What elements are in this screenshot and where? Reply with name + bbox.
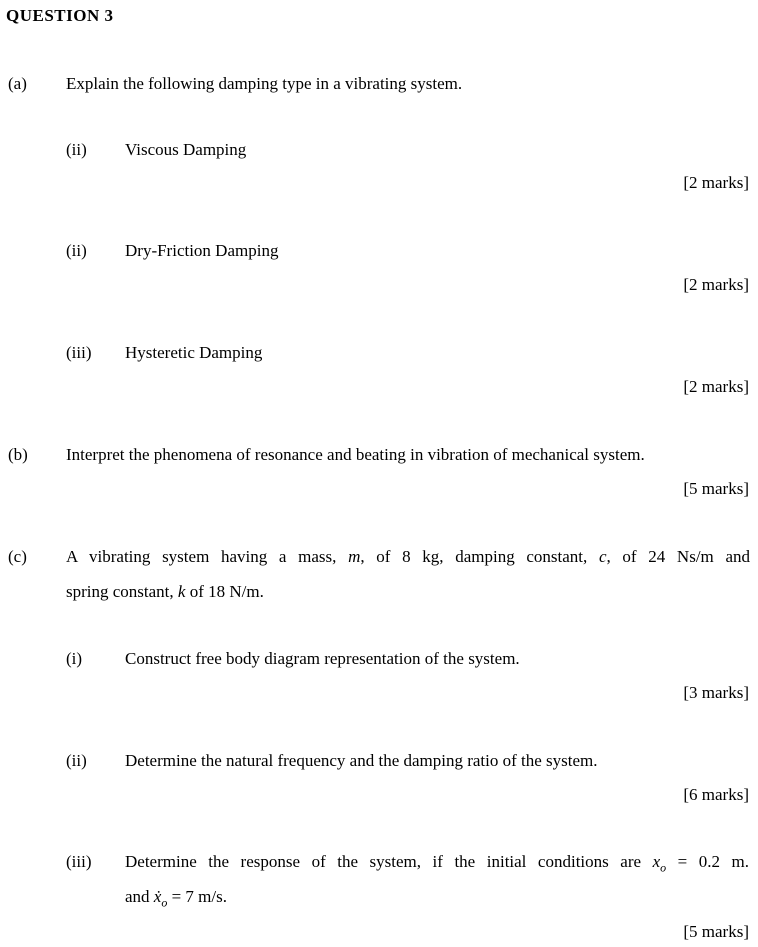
question-title: QUESTION 3 (6, 6, 114, 25)
part-c-item-3-text-line-2 (125, 888, 227, 908)
part-b-label: (b) (8, 445, 28, 464)
initial-displacement-value: = 0.2 m. (666, 852, 750, 871)
part-a-item-2-marks: [2 marks] (683, 275, 749, 294)
part-c-item-1-marks: [3 marks] (683, 683, 749, 702)
mass-symbol: m (348, 547, 361, 566)
part-c-item-3-text: Determine the response of the system, if the initial conditions are (125, 852, 653, 871)
part-c-text-line-1 (66, 548, 750, 565)
part-c-text-line-2 (66, 583, 264, 600)
stiffness-symbol: k (177, 582, 186, 601)
part-c-text-segment: , of 8 kg, damping constant, (360, 547, 599, 566)
part-c-text-segment: of 18 N/m. (185, 582, 264, 601)
part-a-item-2-text: Dry-Friction Damping (125, 241, 279, 260)
part-c-label: (c) (8, 547, 27, 566)
part-b-marks: [5 marks] (683, 479, 749, 498)
initial-velocity-symbol (153, 887, 168, 910)
part-c-item-2-text: Determine the natural frequency and the damping ratio of the system. (125, 751, 598, 770)
part-b-text: Interpret the phenomena of resonance and beating in vibration of mechanical system. (66, 445, 645, 464)
variable-xdot: ẋ (153, 887, 162, 906)
part-c-item-1-label: (i) (66, 649, 83, 668)
subscript-o: o (161, 895, 168, 910)
part-c-item-2-label: (ii) (66, 751, 87, 770)
part-c-item-3-marks: [5 marks] (683, 922, 749, 941)
part-c-item-3-text-line-1 (125, 853, 749, 873)
part-a-item-3-text: Hysteretic Damping (125, 343, 263, 362)
part-a-text: Explain the following damping type in a vibrating system. (66, 74, 463, 93)
part-a-item-2-label: (ii) (66, 241, 87, 260)
part-c-item-2-marks: [6 marks] (683, 785, 749, 804)
part-a-item-1-label: (ii) (66, 140, 87, 159)
part-a-item-3-label: (iii) (66, 343, 92, 362)
subscript-o: o (660, 860, 667, 875)
part-a-item-3-marks: [2 marks] (683, 377, 749, 396)
part-c-text-segment: spring constant, (66, 582, 178, 601)
part-a-item-1-text: Viscous Damping (125, 140, 247, 159)
part-a-label: (a) (8, 74, 27, 93)
part-a-item-1-marks: [2 marks] (683, 173, 749, 192)
initial-displacement-symbol (652, 852, 667, 875)
initial-velocity-value: = 7 m/s. (167, 887, 227, 906)
part-c-text-segment: A vibrating system having a mass, (66, 547, 349, 566)
part-c-item-3-label: (iii) (66, 852, 92, 871)
part-c-item-1-text: Construct free body diagram representation of the system. (125, 649, 520, 668)
part-c-item-3-and: and (125, 887, 154, 906)
part-c-text-segment: , of 24 Ns/m and (606, 547, 750, 566)
variable-x: x (652, 852, 661, 871)
damping-symbol: c (598, 547, 607, 566)
